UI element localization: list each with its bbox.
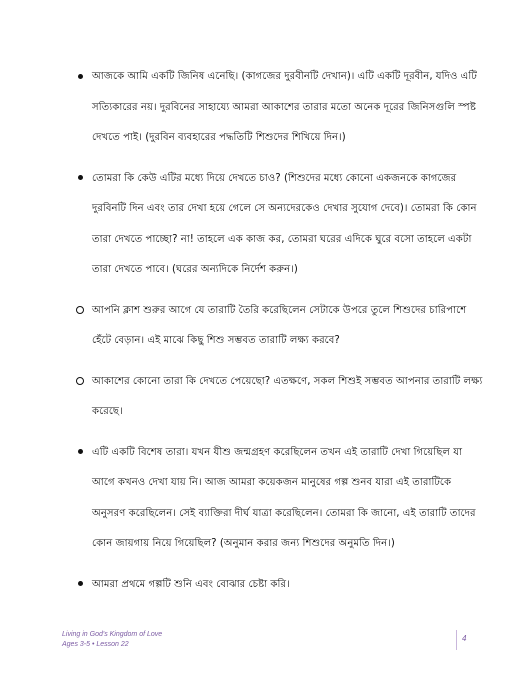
- list-item: [74, 62, 486, 154]
- list-item-text: তোমরা কি কেউ এটির মধ্যে দিয়ে দেখতে চাও? (শিশুদের মধ্যে কোনো একজনকে কাগজের দুরবিনটি দিন এবং তার দেখা হয়ে গেলে সে অন্যদেরকেও দেখার সুযোগ দেবে)। তোমরা কি কোন তারা দেখতে পাচ্ছো? না! তাহলে এক কাজ কর, তোমরা ঘরের এদিকে ঘুরে বসো তাহলে একটা তারা দেখতে পাবে। (ঘরের অন্যদিকে নির্দেশ করুন।): [92, 172, 477, 275]
- list-item-text: আকাশের কোনো তারা কি দেখতে পেয়েছো? এতক্ষণে, সকল শিশুই সম্ভবত আপনার তারাটি লক্ষ্য করেছে।: [92, 375, 483, 417]
- circle-bullet-icon: [74, 296, 86, 327]
- list-item-text: এটি একটি বিশেষ তারা। যখন যীশু জন্মগ্রহণ করেছিলেন তখন এই তারাটি দেখা গিয়েছিল যা আগে কখনও দেখা যায় নি। আজ আমরা কয়েকজন মানুষের গল্প শুনব যারা এই তারাটিকে অনুসরণ করেছিলেন। সেই ব্যাক্তিরা দীর্ঘ যাত্রা করেছিলেন। তোমরা কি জানো, এই তারাটি তাদের কোন জায়গায় নিয়ে গিয়েছিল? (অনুমান করার জন্য শিশুদের অনুমতি দিন।): [92, 446, 476, 549]
- circle-bullet-icon: [74, 367, 86, 398]
- list-item: [74, 296, 486, 357]
- list-item: [74, 164, 486, 286]
- footer-title: Living in God's Kingdom of Love: [62, 631, 163, 638]
- bullet-icon: [74, 164, 86, 195]
- footer-divider: [456, 630, 457, 650]
- footer-course-info: [62, 630, 162, 650]
- lesson-list: [74, 62, 486, 610]
- bullet-icon: [74, 438, 86, 469]
- list-item: [74, 367, 486, 428]
- list-item: [74, 570, 486, 601]
- list-item: [74, 438, 486, 560]
- list-item-text: আপনি ক্লাশ শুরুর আগে যে তারাটি তৈরি করেছিলেন সেটাকে উপরে তুলে শিশুদের চারিপাশে হেঁটে বেড়ান। এই মাঝে কিছু শিশু সম্ভবত তারাটি লক্ষ্য করবে?: [92, 304, 467, 346]
- bullet-icon: [74, 62, 86, 93]
- list-item-text: আমরা প্রথমে গল্পটি শুনি এবং বোঝার চেষ্টা করি।: [92, 578, 290, 590]
- bullet-icon: [74, 570, 86, 601]
- list-item-text: আজকে আমি একটি জিনিষ এনেছি। (কাগজের দুরবীনটি দেখান)। এটি একটি দূরবীন, যদিও এটি সত্যিকারের নয়। দুরবিনের সাহায্যে আমরা আকাশের তারার মতো অনেক দূরের জিনিসগুলি স্পষ্ট দেখতে পাই। (দুরবিন ব্যবহারের পদ্ধতিটি শিশুদের শিখিয়ে দিন।): [92, 71, 477, 143]
- page-number: 4: [462, 634, 467, 643]
- footer-subtitle: Ages 3-5 • Lesson 22: [62, 641, 129, 648]
